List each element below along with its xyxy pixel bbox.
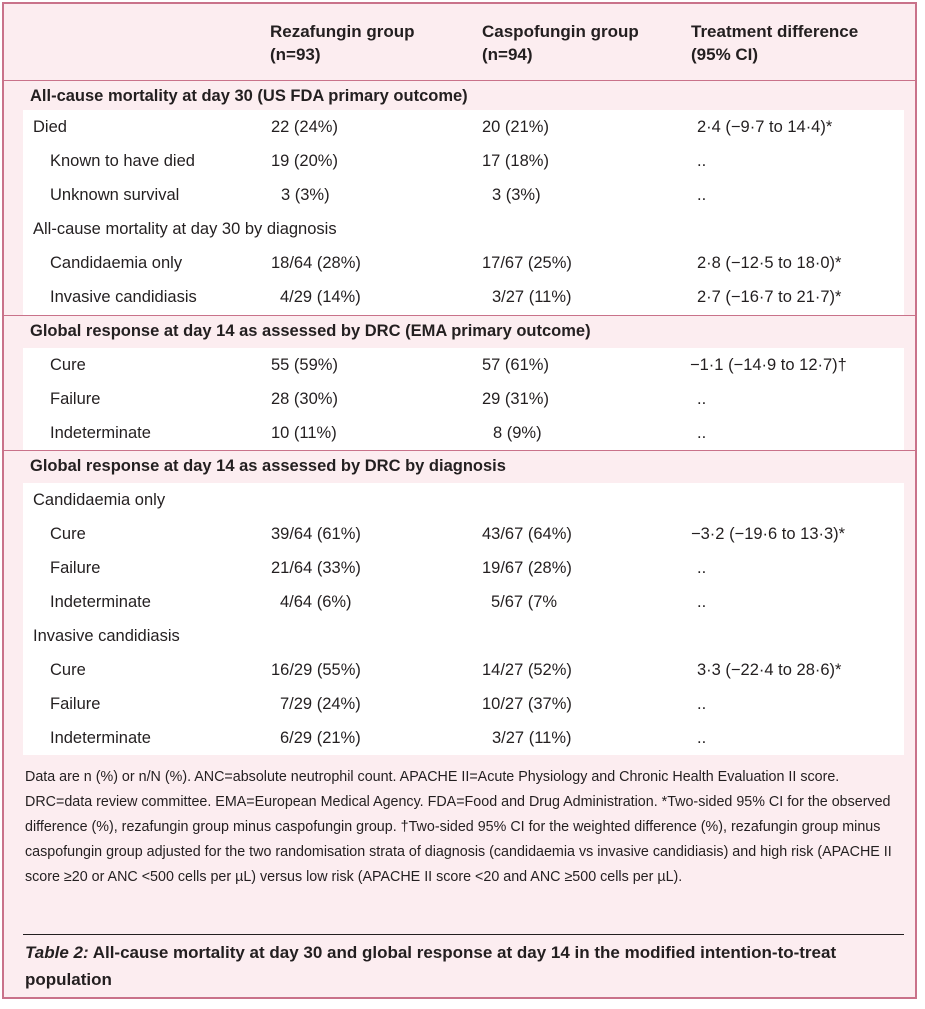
section-title: All-cause mortality at day 30 (US FDA primary outcome) [30, 87, 468, 105]
caption-divider [23, 934, 904, 935]
caspofungin-value: 3 (3%) [492, 186, 541, 204]
difference-value: .. [697, 695, 707, 713]
row-label: Invasive candidiasis [50, 288, 197, 306]
caspofungin-value: 14/27 (52%) [482, 661, 572, 679]
difference-value: 3·3 (−22·4 to 28·6)* [697, 661, 842, 679]
row-label: Cure [50, 525, 86, 543]
difference-value: .. [697, 729, 707, 747]
caspofungin-value: 57 (61%) [482, 356, 549, 374]
rezafungin-value: 39/64 (61%) [271, 525, 361, 543]
section-body [23, 110, 904, 315]
difference-value: 2·8 (−12·5 to 18·0)* [697, 254, 842, 272]
section-title: Global response at day 14 as assessed by DRC (EMA primary outcome) [30, 322, 591, 340]
table-row [23, 144, 904, 178]
rezafungin-value: 4/29 (14%) [280, 288, 361, 306]
table-row [23, 178, 904, 212]
row-label: Cure [50, 356, 86, 374]
row-label: Known to have died [50, 152, 195, 170]
header-treatment-difference: Treatment difference (95% CI) [691, 22, 859, 64]
section-body [23, 483, 904, 755]
rezafungin-value: 28 (30%) [271, 390, 338, 408]
table-row [23, 687, 904, 721]
caspofungin-value: 43/67 (64%) [482, 525, 572, 543]
table-footnote: Data are n (%) or n/N (%). ANC=absolute neutrophil count. APACHE II=Acute Physiology and Chronic Health Evaluation II score. DRC=data review committee. EMA=European Medical Agency. FDA=Food and Drug Administration. *Two-sided 95% CI for the observed difference (%), rezafungin group minus caspofungin group. †Two-sided 95% CI for the weighted difference (%), rezafungin group minus caspofungin group adjusted for the two randomisation strata of diagnosis (candidaemia vs invasive candidiasis) and high risk (APACHE II score ≥20 or ANC <500 cells per µL) versus low risk (APACHE II score <20 and ANC ≥500 cells per µL). [25, 769, 892, 885]
section-heading [4, 80, 915, 113]
caspofungin-value: 19/67 (28%) [482, 559, 572, 577]
caspofungin-value: 3/27 (11%) [492, 729, 572, 747]
table-row [23, 110, 904, 144]
row-label: Failure [50, 390, 101, 408]
difference-value: .. [697, 559, 707, 577]
row-label: Candidaemia only [50, 254, 183, 272]
table-row [23, 382, 904, 416]
rezafungin-value: 18/64 (28%) [271, 254, 361, 272]
difference-value: .. [697, 593, 707, 611]
row-label: Indeterminate [50, 729, 151, 747]
table-row [23, 483, 904, 517]
table-header [4, 4, 915, 82]
header-caspofungin: Caspofungin group (n=94) [482, 22, 639, 64]
row-label: Indeterminate [50, 593, 151, 611]
caption-label: Table 2: [25, 943, 89, 962]
row-label: Failure [50, 695, 101, 713]
rezafungin-value: 19 (20%) [271, 152, 338, 170]
difference-value: −1·1 (−14·9 to 12·7)† [690, 356, 847, 374]
difference-value: .. [697, 152, 707, 170]
row-label: Indeterminate [50, 424, 151, 442]
difference-value: .. [697, 186, 707, 204]
table-row [23, 585, 904, 619]
row-label: Died [33, 118, 67, 136]
rezafungin-value: 4/64 (6%) [280, 593, 352, 611]
table-panel [2, 2, 917, 999]
caspofungin-value: 20 (21%) [482, 118, 549, 136]
section-heading [4, 315, 915, 348]
table-row [23, 212, 904, 246]
section-body [23, 348, 904, 450]
rezafungin-value: 55 (59%) [271, 356, 338, 374]
difference-value: .. [697, 390, 707, 408]
caspofungin-value: 17 (18%) [482, 152, 549, 170]
caspofungin-value: 8 (9%) [493, 424, 542, 442]
table-row [23, 721, 904, 755]
rezafungin-value: 22 (24%) [271, 118, 338, 136]
caspofungin-value: 5/67 (7% [491, 593, 558, 611]
rezafungin-value: 21/64 (33%) [271, 559, 361, 577]
section-title: Global response at day 14 as assessed by DRC by diagnosis [30, 457, 506, 475]
difference-value: −3·2 (−19·6 to 13·3)* [691, 525, 846, 543]
header-rezafungin: Rezafungin group (n=93) [270, 22, 415, 64]
caspofungin-value: 17/67 (25%) [482, 254, 572, 272]
table-caption [25, 939, 905, 993]
caspofungin-value: 10/27 (37%) [482, 695, 572, 713]
table-row [23, 416, 904, 450]
row-label: All-cause mortality at day 30 by diagnosis [33, 220, 337, 238]
rezafungin-value: 16/29 (55%) [271, 661, 361, 679]
row-label: Candidaemia only [33, 491, 166, 509]
rezafungin-value: 7/29 (24%) [280, 695, 361, 713]
rezafungin-value: 6/29 (21%) [280, 729, 361, 747]
row-label: Cure [50, 661, 86, 679]
row-label: Invasive candidiasis [33, 627, 180, 645]
table-row [23, 517, 904, 551]
difference-value: 2·4 (−9·7 to 14·4)* [697, 118, 833, 136]
section-heading [4, 450, 915, 483]
row-label: Unknown survival [50, 186, 180, 204]
table-row [23, 246, 904, 280]
rezafungin-value: 3 (3%) [281, 186, 330, 204]
caspofungin-value: 29 (31%) [482, 390, 549, 408]
table-row [23, 653, 904, 687]
rezafungin-value: 10 (11%) [271, 424, 337, 442]
difference-value: 2·7 (−16·7 to 21·7)* [697, 288, 842, 306]
row-label: Failure [50, 559, 101, 577]
difference-value: .. [697, 424, 707, 442]
table-row [23, 280, 904, 314]
table-row [23, 551, 904, 585]
table-row [23, 348, 904, 382]
caspofungin-value: 3/27 (11%) [492, 288, 572, 306]
caption-text: All-cause mortality at day 30 and global response at day 14 in the modified intention-to-treat population [25, 943, 837, 989]
table-row [23, 619, 904, 653]
